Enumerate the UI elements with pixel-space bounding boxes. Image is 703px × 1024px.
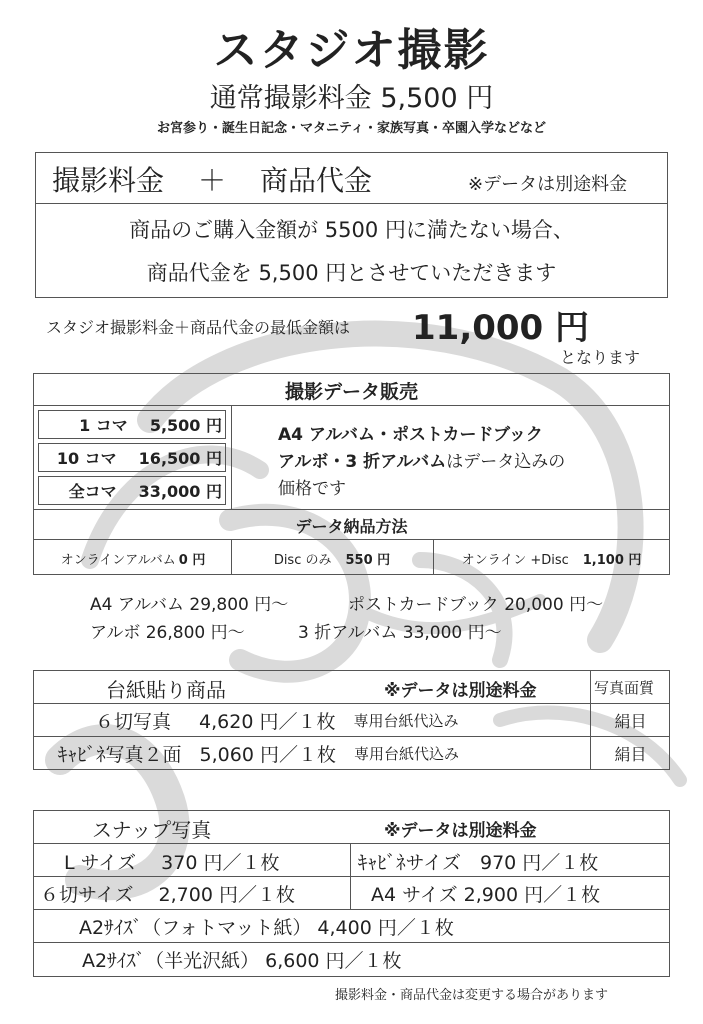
- delivery-title: データ納品方法: [295, 517, 408, 536]
- price-row-label: [38, 443, 222, 472]
- album-a4: A4 アルバム 29,800 円～: [90, 595, 289, 615]
- plus-sign: ＋: [198, 164, 227, 197]
- mount-item-price: 5,060 円／１枚: [199, 743, 336, 766]
- mount-rule: [33, 703, 670, 704]
- shooting-fee-label: 撮影料金: [52, 164, 165, 197]
- delivery-online: [36, 542, 230, 574]
- pricing-line-2: 商品代金を 5,500 円とさせていただきます: [146, 261, 557, 285]
- snap-split: [350, 843, 351, 909]
- data-extra-note: ※データは別途料金: [468, 174, 628, 195]
- mount-item-price: 4,620 円／１枚: [199, 710, 336, 733]
- frame-price: 33,000 円: [138, 482, 222, 501]
- album-arubo: アルボ 26,800 円～: [90, 623, 245, 643]
- mount-title: 台紙貼り商品: [106, 678, 226, 702]
- snap-rule: [33, 909, 670, 910]
- mount-item-finish: 絹目: [614, 712, 647, 731]
- pricing-line-1: 商品のご購入金額が 5500 円に満たない場合、: [129, 218, 574, 242]
- data-sales-rule: [33, 405, 670, 406]
- snap-data-note: ※データは別途料金: [384, 821, 537, 841]
- included-products-rest: はデータ込みの: [446, 452, 566, 472]
- minimum-lead: スタジオ撮影料金＋商品代金の最低金額は: [46, 318, 351, 337]
- mount-row: [58, 738, 459, 768]
- included-products-line3: 価格です: [278, 479, 346, 499]
- mount-item-name: ６切写真: [95, 710, 172, 733]
- included-products-bold: アルボ・3 折アルバム: [278, 452, 447, 472]
- mount-item-note: 専用台紙代込み: [353, 711, 459, 730]
- occasions-text: お宮参り・誕生日記念・マタニティ・家族写真・卒園入学などなど: [157, 121, 546, 136]
- product-fee-label: 商品代金: [260, 164, 373, 197]
- delivery-disc: [232, 542, 432, 574]
- frame-count: 1 コマ: [79, 416, 128, 435]
- finish-header: 写真面質: [594, 679, 655, 697]
- album-trifold: 3 折アルバム 33,000 円～: [298, 623, 502, 643]
- price-row-label: [38, 410, 222, 439]
- snap-rule: [33, 876, 670, 877]
- snap-a2-photomat: A2ｻｲｽﾞ（フォトマット紙） 4,400 円／１枚: [79, 917, 454, 939]
- minimum-tail: となります: [560, 348, 641, 367]
- snap-six-size: ６切サイズ 2,700 円／１枚: [40, 884, 295, 906]
- frame-count: 10 コマ: [56, 449, 117, 468]
- delivery-price: 550 円: [345, 552, 391, 568]
- footer-note: 撮影料金・商品代金は変更する場合があります: [335, 988, 609, 1003]
- delivery-label: オンライン +Disc: [461, 552, 569, 568]
- minimum-amount: 11,000 円: [412, 308, 590, 348]
- page-title: スタジオ撮影: [213, 25, 490, 76]
- snap-rule: [33, 843, 670, 844]
- pricing-box-divider: [35, 203, 668, 204]
- frame-count: 全コマ: [68, 482, 117, 501]
- frame-price: 5,500 円: [149, 416, 222, 435]
- data-sales-rule: [33, 509, 670, 510]
- snap-rule: [33, 942, 670, 943]
- mount-data-note: ※データは別途料金: [384, 681, 537, 701]
- delivery-online-disc: [434, 542, 669, 574]
- snap-cabinet-size: ｷｬﾋﾞﾈサイズ 970 円／１枚: [358, 852, 599, 874]
- snap-a4-size: A4 サイズ 2,900 円／１枚: [371, 884, 601, 906]
- delivery-label: オンラインアルバム: [60, 552, 176, 568]
- delivery-price: 0 円: [178, 552, 206, 568]
- snap-a2-semigloss: A2ｻｲｽﾞ（半光沢紙） 6,600 円／１枚: [82, 950, 402, 972]
- pricing-heading: [52, 158, 372, 200]
- price-row-label: [38, 476, 222, 505]
- snap-l-size: L サイズ 370 円／１枚: [64, 852, 280, 874]
- frame-price: 16,500 円: [138, 449, 222, 468]
- data-sales-rule: [33, 539, 670, 540]
- mount-item-finish: 絹目: [614, 745, 647, 764]
- mount-rule: [33, 736, 670, 737]
- data-sales-split: [231, 405, 232, 509]
- mount-item-name: ｷｬﾋﾞﾈ写真２面: [58, 743, 182, 766]
- included-products-line2: [278, 447, 565, 472]
- page-subtitle: 通常撮影料金 5,500 円: [209, 83, 494, 114]
- album-postcard: ポストカードブック 20,000 円～: [348, 595, 604, 615]
- mount-row: [95, 705, 458, 735]
- delivery-price: 1,100 円: [582, 552, 642, 568]
- included-products-line1: A4 アルバム・ポストカードブック: [278, 425, 543, 445]
- delivery-label: Disc のみ: [273, 552, 332, 568]
- data-sales-title: 撮影データ販売: [284, 381, 418, 403]
- mount-item-note: 専用台紙代込み: [353, 744, 459, 763]
- snap-title: スナップ写真: [92, 818, 212, 842]
